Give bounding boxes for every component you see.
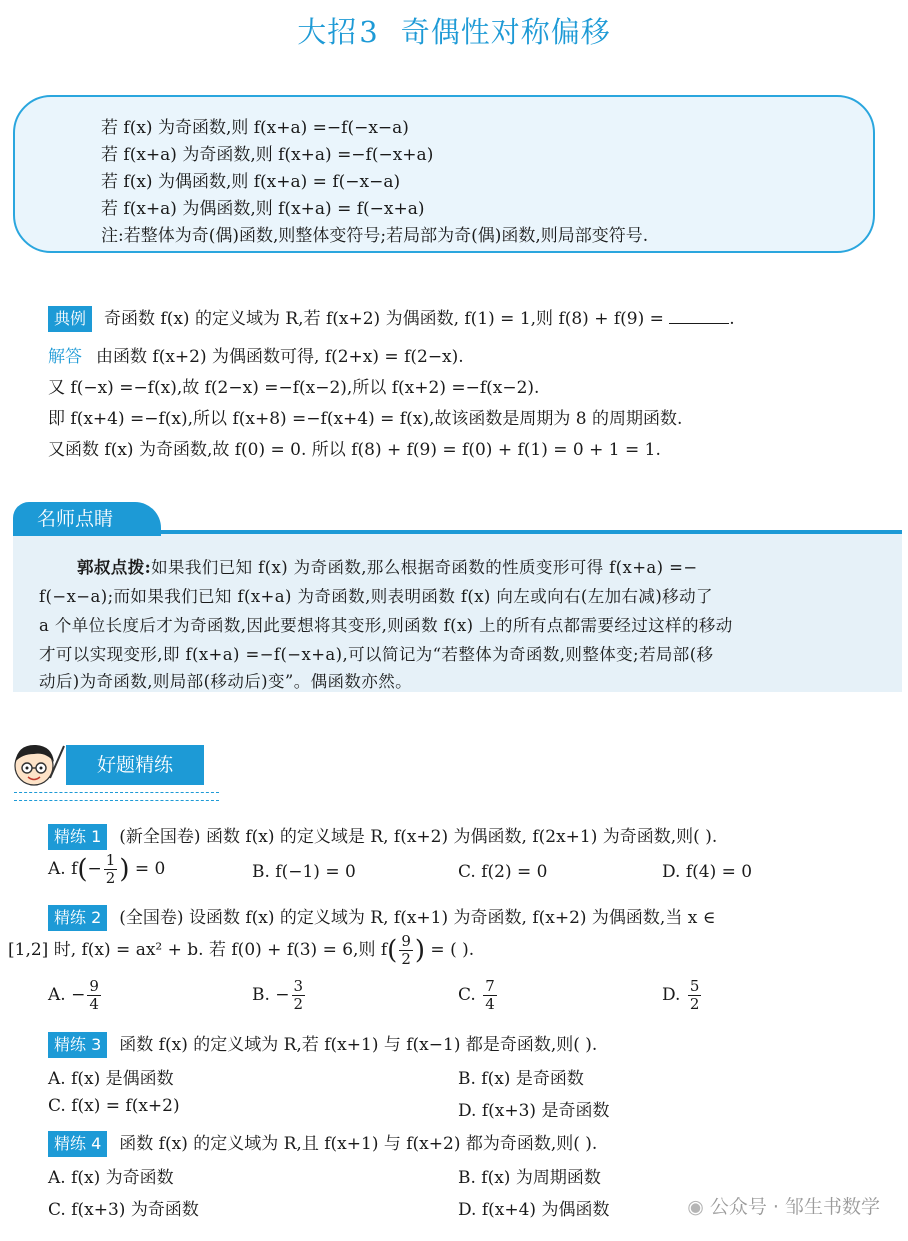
q1-a-suffix: = 0 bbox=[134, 859, 166, 879]
q2-d-num: 5 bbox=[689, 977, 700, 995]
q2-d-den: 2 bbox=[689, 995, 700, 1013]
answer-line-1 bbox=[48, 342, 464, 367]
q1-tag: 精练 1 bbox=[48, 824, 107, 850]
answer-blank bbox=[669, 309, 729, 324]
example-question bbox=[48, 304, 735, 332]
paren-right: ) bbox=[119, 854, 130, 885]
page-title bbox=[0, 10, 908, 51]
q4-option-d[interactable]: D. f(x+4) 为偶函数 bbox=[458, 1200, 610, 1220]
question-4 bbox=[48, 1129, 597, 1157]
q2-line-2-prefix: [1,2] 时, f(x) = ax² + b. 若 f(0) + f(3) = 6,则 f bbox=[8, 940, 388, 960]
teacher-text-1: 如果我们已知 f(x) 为奇函数,那么根据奇函数的性质变形可得 f(x+a) =− bbox=[151, 558, 698, 577]
answer-line-3: 即 f(x+4) =−f(x),所以 f(x+8) =−f(x+4) = f(x),故该函数是周期为 8 的周期函数. bbox=[48, 409, 683, 429]
paren-left: ( bbox=[387, 935, 398, 966]
q2-num: 9 bbox=[401, 932, 411, 950]
q2-d-fraction bbox=[688, 978, 702, 1013]
q2-option-c[interactable] bbox=[458, 978, 499, 1013]
q4-option-a[interactable]: A. f(x) 为奇函数 bbox=[48, 1168, 174, 1188]
q1-a-den: 2 bbox=[105, 869, 116, 887]
q2-b-num: 3 bbox=[293, 977, 304, 995]
answer-text-1: 由函数 f(x+2) 为偶函数可得, f(2+x) = f(2−x). bbox=[96, 347, 464, 367]
practice-heading: 好题精练 bbox=[66, 745, 204, 785]
question-2 bbox=[48, 903, 715, 931]
title-main: 奇偶性对称偏移 bbox=[400, 15, 611, 49]
q1-text: (新全国卷) 函数 f(x) 的定义域是 R, f(x+2) 为偶函数, f(2x+1) 为奇函数,则( ). bbox=[119, 827, 718, 847]
watermark-text: 公众号 · 邹生书数学 bbox=[709, 1196, 880, 1218]
teacher-line-3: a 个单位长度后才为奇函数,因此要想将其变形,则函数 f(x) 上的所有点都需要经过这样的移动 bbox=[39, 616, 733, 635]
q2-option-a[interactable] bbox=[48, 978, 103, 1013]
example-question-text: 奇函数 f(x) 的定义域为 R,若 f(x+2) 为偶函数, f(1) = 1,则 f(8) + f(9) = bbox=[104, 309, 664, 329]
wechat-icon: ◉ bbox=[687, 1196, 704, 1218]
title-prefix: 大招 bbox=[297, 15, 358, 49]
practice-divider-1 bbox=[14, 792, 219, 793]
answer-tag: 解答 bbox=[48, 347, 82, 367]
answer-line-2: 又 f(−x) =−f(x),故 f(2−x) =−f(x−2),所以 f(x+2) =−f(x−2). bbox=[48, 378, 540, 398]
q2-line-2 bbox=[8, 933, 474, 968]
q2-option-b[interactable] bbox=[252, 978, 307, 1013]
q2-c-label: C. bbox=[458, 985, 476, 1005]
q2-option-d[interactable] bbox=[662, 978, 703, 1013]
formula-line-3: 若 f(x) 为偶函数,则 f(x+a) = f(−x−a) bbox=[101, 172, 401, 192]
q1-a-num: 1 bbox=[105, 851, 116, 869]
teacher-line-2: f(−x−a);而如果我们已知 f(x+a) 为奇函数,则表明函数 f(x) 向左或向右(左加右减)移动了 bbox=[39, 587, 713, 606]
q3-text: 函数 f(x) 的定义域为 R,若 f(x+1) 与 f(x−1) 都是奇函数,则( ). bbox=[119, 1035, 598, 1055]
teacher-lead: 郭叔点拨: bbox=[77, 558, 152, 577]
q2-c-fraction bbox=[483, 978, 497, 1013]
teacher-line-4: 才可以实现变形,即 f(x+a) =−f(−x+a),可以简记为“若整体为奇函数,则整体变;若局部(移 bbox=[39, 645, 714, 664]
q2-a-label: A. − bbox=[48, 985, 86, 1005]
formula-note: 注:若整体为奇(偶)函数,则整体变符号;若局部为奇(偶)函数,则局部变符号. bbox=[101, 226, 649, 246]
answer-line-4: 又函数 f(x) 为奇函数,故 f(0) = 0. 所以 f(8) + f(9) = f(0) + f(1) = 0 + 1 = 1. bbox=[48, 440, 661, 460]
q2-line-1: (全国卷) 设函数 f(x) 的定义域为 R, f(x+1) 为奇函数, f(x+2) 为偶函数,当 x ∈ bbox=[119, 908, 716, 928]
formula-line-1: 若 f(x) 为奇函数,则 f(x+a) =−f(−x−a) bbox=[101, 118, 409, 138]
q3-option-c[interactable]: C. f(x) = f(x+2) bbox=[48, 1096, 180, 1116]
teacher-tip-box bbox=[13, 532, 902, 692]
q1-option-b[interactable]: B. f(−1) = 0 bbox=[252, 862, 356, 882]
q2-line-2-suffix: = ( ). bbox=[430, 940, 475, 960]
q1-a-prefix: A. f bbox=[48, 859, 78, 879]
q4-text: 函数 f(x) 的定义域为 R,且 f(x+1) 与 f(x+2) 都为奇函数,则( ). bbox=[119, 1134, 598, 1154]
q2-c-num: 7 bbox=[485, 977, 495, 995]
question-3 bbox=[48, 1030, 597, 1058]
q3-option-a[interactable]: A. f(x) 是偶函数 bbox=[48, 1069, 174, 1089]
q2-den: 2 bbox=[401, 950, 411, 968]
title-number: 3 bbox=[359, 15, 379, 49]
q4-option-b[interactable]: B. f(x) 为周期函数 bbox=[458, 1168, 601, 1188]
q2-d-label: D. bbox=[662, 985, 681, 1005]
teacher-heading: 名师点睛 bbox=[13, 502, 161, 536]
teacher-line-5: 动后)为奇函数,则局部(移动后)变”。偶函数亦然。 bbox=[39, 672, 412, 691]
q1-option-c[interactable]: C. f(2) = 0 bbox=[458, 862, 548, 882]
formula-line-2: 若 f(x+a) 为奇函数,则 f(x+a) =−f(−x+a) bbox=[101, 145, 434, 165]
q3-option-d[interactable]: D. f(x+3) 是奇函数 bbox=[458, 1101, 610, 1121]
q2-a-den: 4 bbox=[89, 995, 99, 1013]
formula-box bbox=[13, 95, 875, 253]
q3-tag: 精练 3 bbox=[48, 1032, 107, 1058]
q2-a-num: 9 bbox=[89, 977, 99, 995]
q2-tag: 精练 2 bbox=[48, 905, 107, 931]
q1-option-a[interactable]: A. f(− $\frac{1}{2}$ ) = 0 bbox=[48, 851, 166, 887]
practice-divider-2 bbox=[14, 800, 219, 801]
q2-c-den: 4 bbox=[485, 995, 495, 1013]
formula-line-4: 若 f(x+a) 为偶函数,则 f(x+a) = f(−x+a) bbox=[101, 199, 425, 219]
q1-a-fraction bbox=[104, 852, 118, 887]
example-tag: 典例 bbox=[48, 306, 92, 332]
q2-b-label: B. − bbox=[252, 985, 290, 1005]
q1-option-d[interactable]: D. f(4) = 0 bbox=[662, 862, 753, 882]
question-1 bbox=[48, 822, 717, 850]
teacher-line-1 bbox=[77, 554, 908, 578]
paren-right: ) bbox=[414, 935, 426, 966]
q4-tag: 精练 4 bbox=[48, 1131, 107, 1157]
q4-option-c[interactable]: C. f(x+3) 为奇函数 bbox=[48, 1200, 199, 1220]
q2-b-fraction bbox=[292, 978, 306, 1013]
q3-option-b[interactable]: B. f(x) 是奇函数 bbox=[458, 1069, 584, 1089]
q2-b-den: 2 bbox=[293, 995, 304, 1013]
example-question-end: . bbox=[729, 309, 735, 329]
paren-left: ( bbox=[77, 854, 88, 885]
teacher-avatar-icon bbox=[10, 738, 66, 792]
q2-fraction bbox=[399, 933, 413, 968]
q2-a-fraction bbox=[87, 978, 101, 1013]
watermark bbox=[687, 1192, 880, 1219]
